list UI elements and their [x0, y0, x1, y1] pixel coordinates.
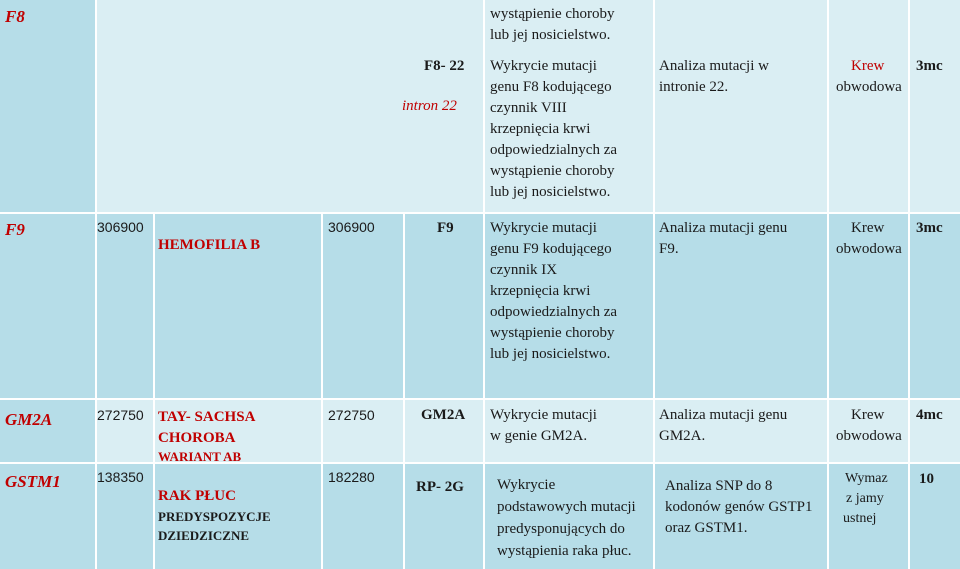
- description-line: Wykrycie mutacji: [490, 58, 597, 74]
- omim-number-2: 272750: [328, 407, 375, 423]
- description-line: czynnik VIII: [490, 100, 567, 116]
- analysis-line: kodonów genów GSTP1: [665, 499, 813, 515]
- cell-f9-omim: [97, 214, 153, 398]
- disease-subtitle: PREDYSPOZYCJE: [158, 509, 271, 524]
- cell-f8-material: [829, 0, 908, 212]
- cell-f9-time: [910, 214, 960, 398]
- description-line: wystąpienie choroby: [490, 163, 615, 179]
- description-line: predysponujących do: [497, 521, 625, 537]
- material-line: Krew: [851, 407, 885, 423]
- material-line: z jamy: [846, 491, 884, 506]
- material-line: obwodowa: [836, 241, 902, 257]
- cell-gstm1-time: [910, 464, 960, 569]
- description-line: w genie GM2A.: [490, 428, 588, 444]
- description-line: lub jej nosicielstwo.: [490, 27, 611, 43]
- cell-f9-gene: [0, 214, 95, 398]
- description-line: lub jej nosicielstwo.: [490, 184, 611, 200]
- description-line: czynnik IX: [490, 262, 558, 278]
- analysis-line: Analiza mutacji w: [659, 58, 769, 74]
- gene-name: GSTM1: [5, 472, 61, 491]
- cell-f8-analysis: [655, 0, 827, 212]
- cell-f9-analysis: [655, 214, 827, 398]
- description-line: wystąpienie choroby: [490, 325, 615, 341]
- analysis-line: oraz GSTM1.: [665, 520, 748, 536]
- test-subcode: intron 22: [402, 98, 457, 114]
- disease-name: TAY- SACHSA: [158, 409, 256, 425]
- description-line: Wykrycie: [497, 477, 556, 493]
- test-code: F9: [437, 220, 454, 236]
- disease-variant: WARIANT AB: [158, 449, 242, 464]
- description-line: genu F9 kodującego: [490, 241, 612, 257]
- description-line: wystąpienia raka płuc.: [497, 543, 632, 559]
- analysis-line: F9.: [659, 241, 679, 257]
- disease-name: CHOROBA: [158, 430, 236, 446]
- disease-name: RAK PŁUC: [158, 488, 236, 504]
- omim-number: 138350: [97, 469, 144, 485]
- material-line: Krew: [851, 58, 885, 74]
- description-line: genu F8 kodującego: [490, 79, 612, 95]
- turnaround-time: 3mc: [916, 58, 943, 74]
- analysis-line: Analiza mutacji genu: [659, 220, 788, 236]
- gene-name: F9: [5, 220, 25, 239]
- analysis-line: Analiza SNP do 8: [665, 478, 773, 494]
- test-code: GM2A: [421, 407, 466, 423]
- material-line: Krew: [851, 220, 885, 236]
- disease-subtitle: DZIEDZICZNE: [158, 528, 250, 543]
- description-line: Wykrycie mutacji: [490, 407, 597, 423]
- cell-f9-omim2: [323, 214, 403, 398]
- disease-name: HEMOFILIA B: [158, 237, 261, 253]
- description-line: Wykrycie mutacji: [490, 220, 597, 236]
- analysis-line: Analiza mutacji genu: [659, 407, 788, 423]
- description-line: odpowiedzialnych za: [490, 142, 618, 158]
- description-line: wystąpienie choroby: [490, 6, 615, 22]
- turnaround-time: 4mc: [916, 407, 943, 423]
- turnaround-time: 3mc: [916, 220, 943, 236]
- description-line: krzepnięcia krwi: [490, 283, 591, 299]
- cell-f8-gene: [0, 0, 95, 212]
- material-line: obwodowa: [836, 79, 902, 95]
- test-code: RP- 2G: [416, 479, 464, 495]
- analysis-line: GM2A.: [659, 428, 706, 444]
- analysis-line: intronie 22.: [659, 79, 729, 95]
- material-line: ustnej: [843, 511, 877, 526]
- omim-number: 272750: [97, 407, 144, 423]
- test-code: F8- 22: [424, 58, 465, 74]
- description-line: odpowiedzialnych za: [490, 304, 618, 320]
- omim-number-2: 182280: [328, 469, 375, 485]
- cell-f9-code: [405, 214, 483, 398]
- material-line: Wymaz: [845, 471, 888, 486]
- turnaround-time: 10: [919, 471, 934, 487]
- gene-name: GM2A: [5, 410, 53, 429]
- material-line: obwodowa: [836, 428, 902, 444]
- gene-name: F8: [5, 7, 25, 26]
- omim-number: 306900: [97, 219, 144, 235]
- description-line: krzepnięcia krwi: [490, 121, 591, 137]
- omim-number-2: 306900: [328, 219, 375, 235]
- description-line: podstawowych mutacji: [497, 499, 636, 515]
- cell-f8-time: [910, 0, 960, 212]
- description-line: lub jej nosicielstwo.: [490, 346, 611, 362]
